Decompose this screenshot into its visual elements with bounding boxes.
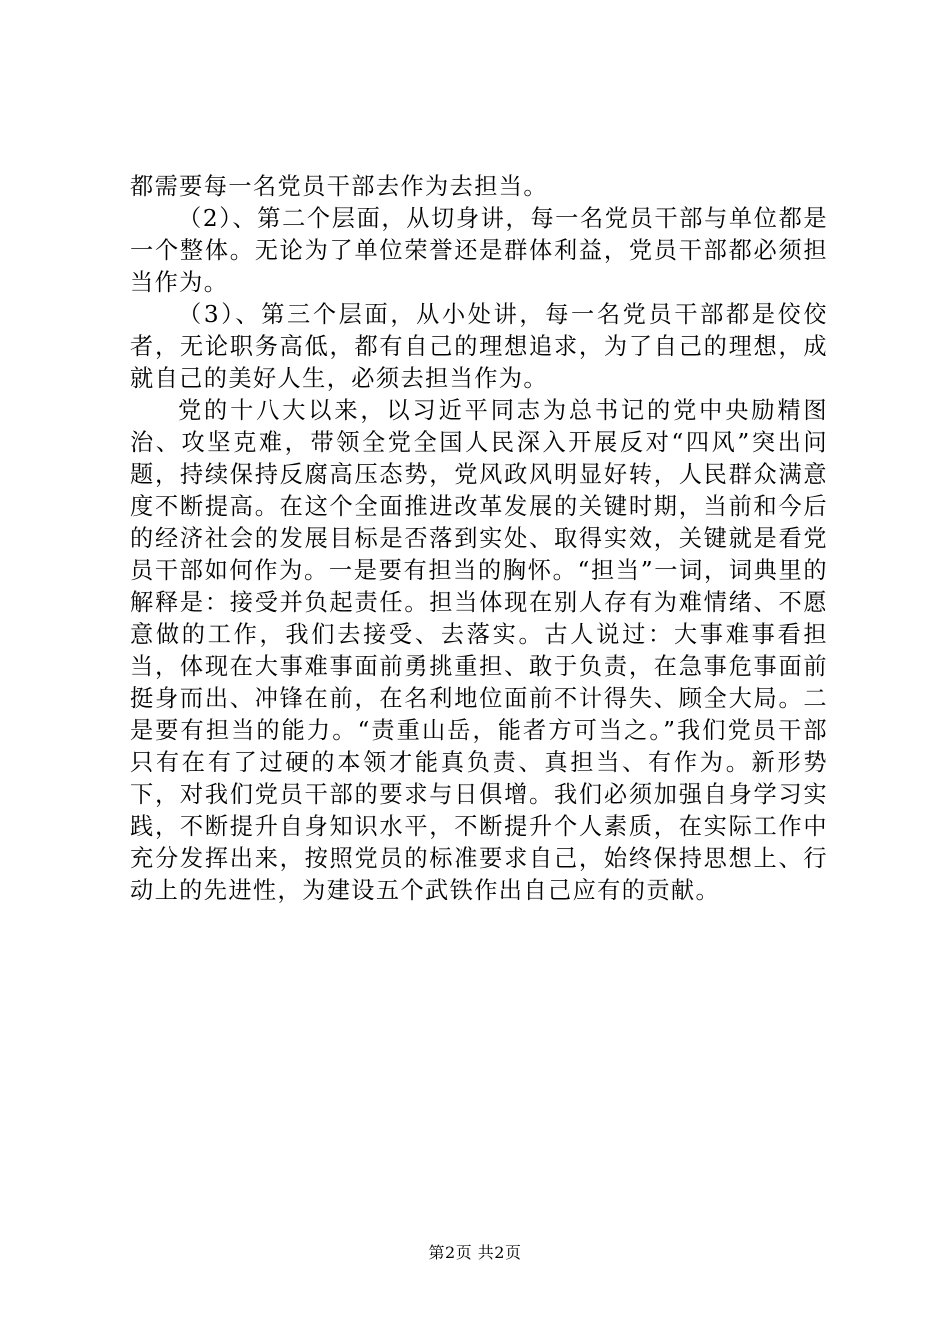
document-body <box>130 171 828 907</box>
paragraph-continuation: 都需要每一名党员干部去作为去担当。 <box>130 173 548 200</box>
page-footer: 第2页 共2页 <box>428 1243 522 1262</box>
paragraph-second-level: （2）、第二个层面，从切身讲，每一名党员干部与单位都是一个整体。无论为了单位荣誉还是群体利益，党员干部都必须担当作为。 <box>130 205 828 296</box>
paragraph-main-body: 党的十八大以来，以习近平同志为总书记的党中央励精图治、攻坚克难，带领全党全国人民深入开展反对“四风”突出问题，持续保持反腐高压态势，党风政风明显好转，人民群众满意度不断提高。在这个全面推进改革发展的关键时期，当前和今后的经济社会的发展目标是否落到实处、取得实效，关键就是看党员干部如何作为。一是要有担当的胸怀。“担当”一词，词典里的解释是：接受并负起责任。担当体现在别人存有为难情绪、不愿意做的工作，我们去接受、去落实。古人说过：大事难事看担当，体现在大事难事面前勇挑重担、敢于负责，在急事危事面前挺身而出、冲锋在前，在名利地位面前不计得失、顾全大局。二是要有担当的能力。“责重山岳，能者方可当之。”我们党员干部只有在有了过硬的本领才能真负责、真担当、有作为。新形势下，对我们党员干部的要求与日俱增。我们必须加强自身学习实践，不断提升自身知识水平，不断提升个人素质，在实际工作中充分发挥出来，按照党员的标准要求自己，始终保持思想上、行动上的先进性，为建设五个武铁作出自己应有的贡献。 <box>130 397 828 904</box>
paragraph-third-level: （3）、第三个层面，从小处讲，每一名党员干部都是佼佼者，无论职务高低，都有自己的理想追求，为了自己的理想，成就自己的美好人生，必须去担当作为。 <box>130 301 828 392</box>
